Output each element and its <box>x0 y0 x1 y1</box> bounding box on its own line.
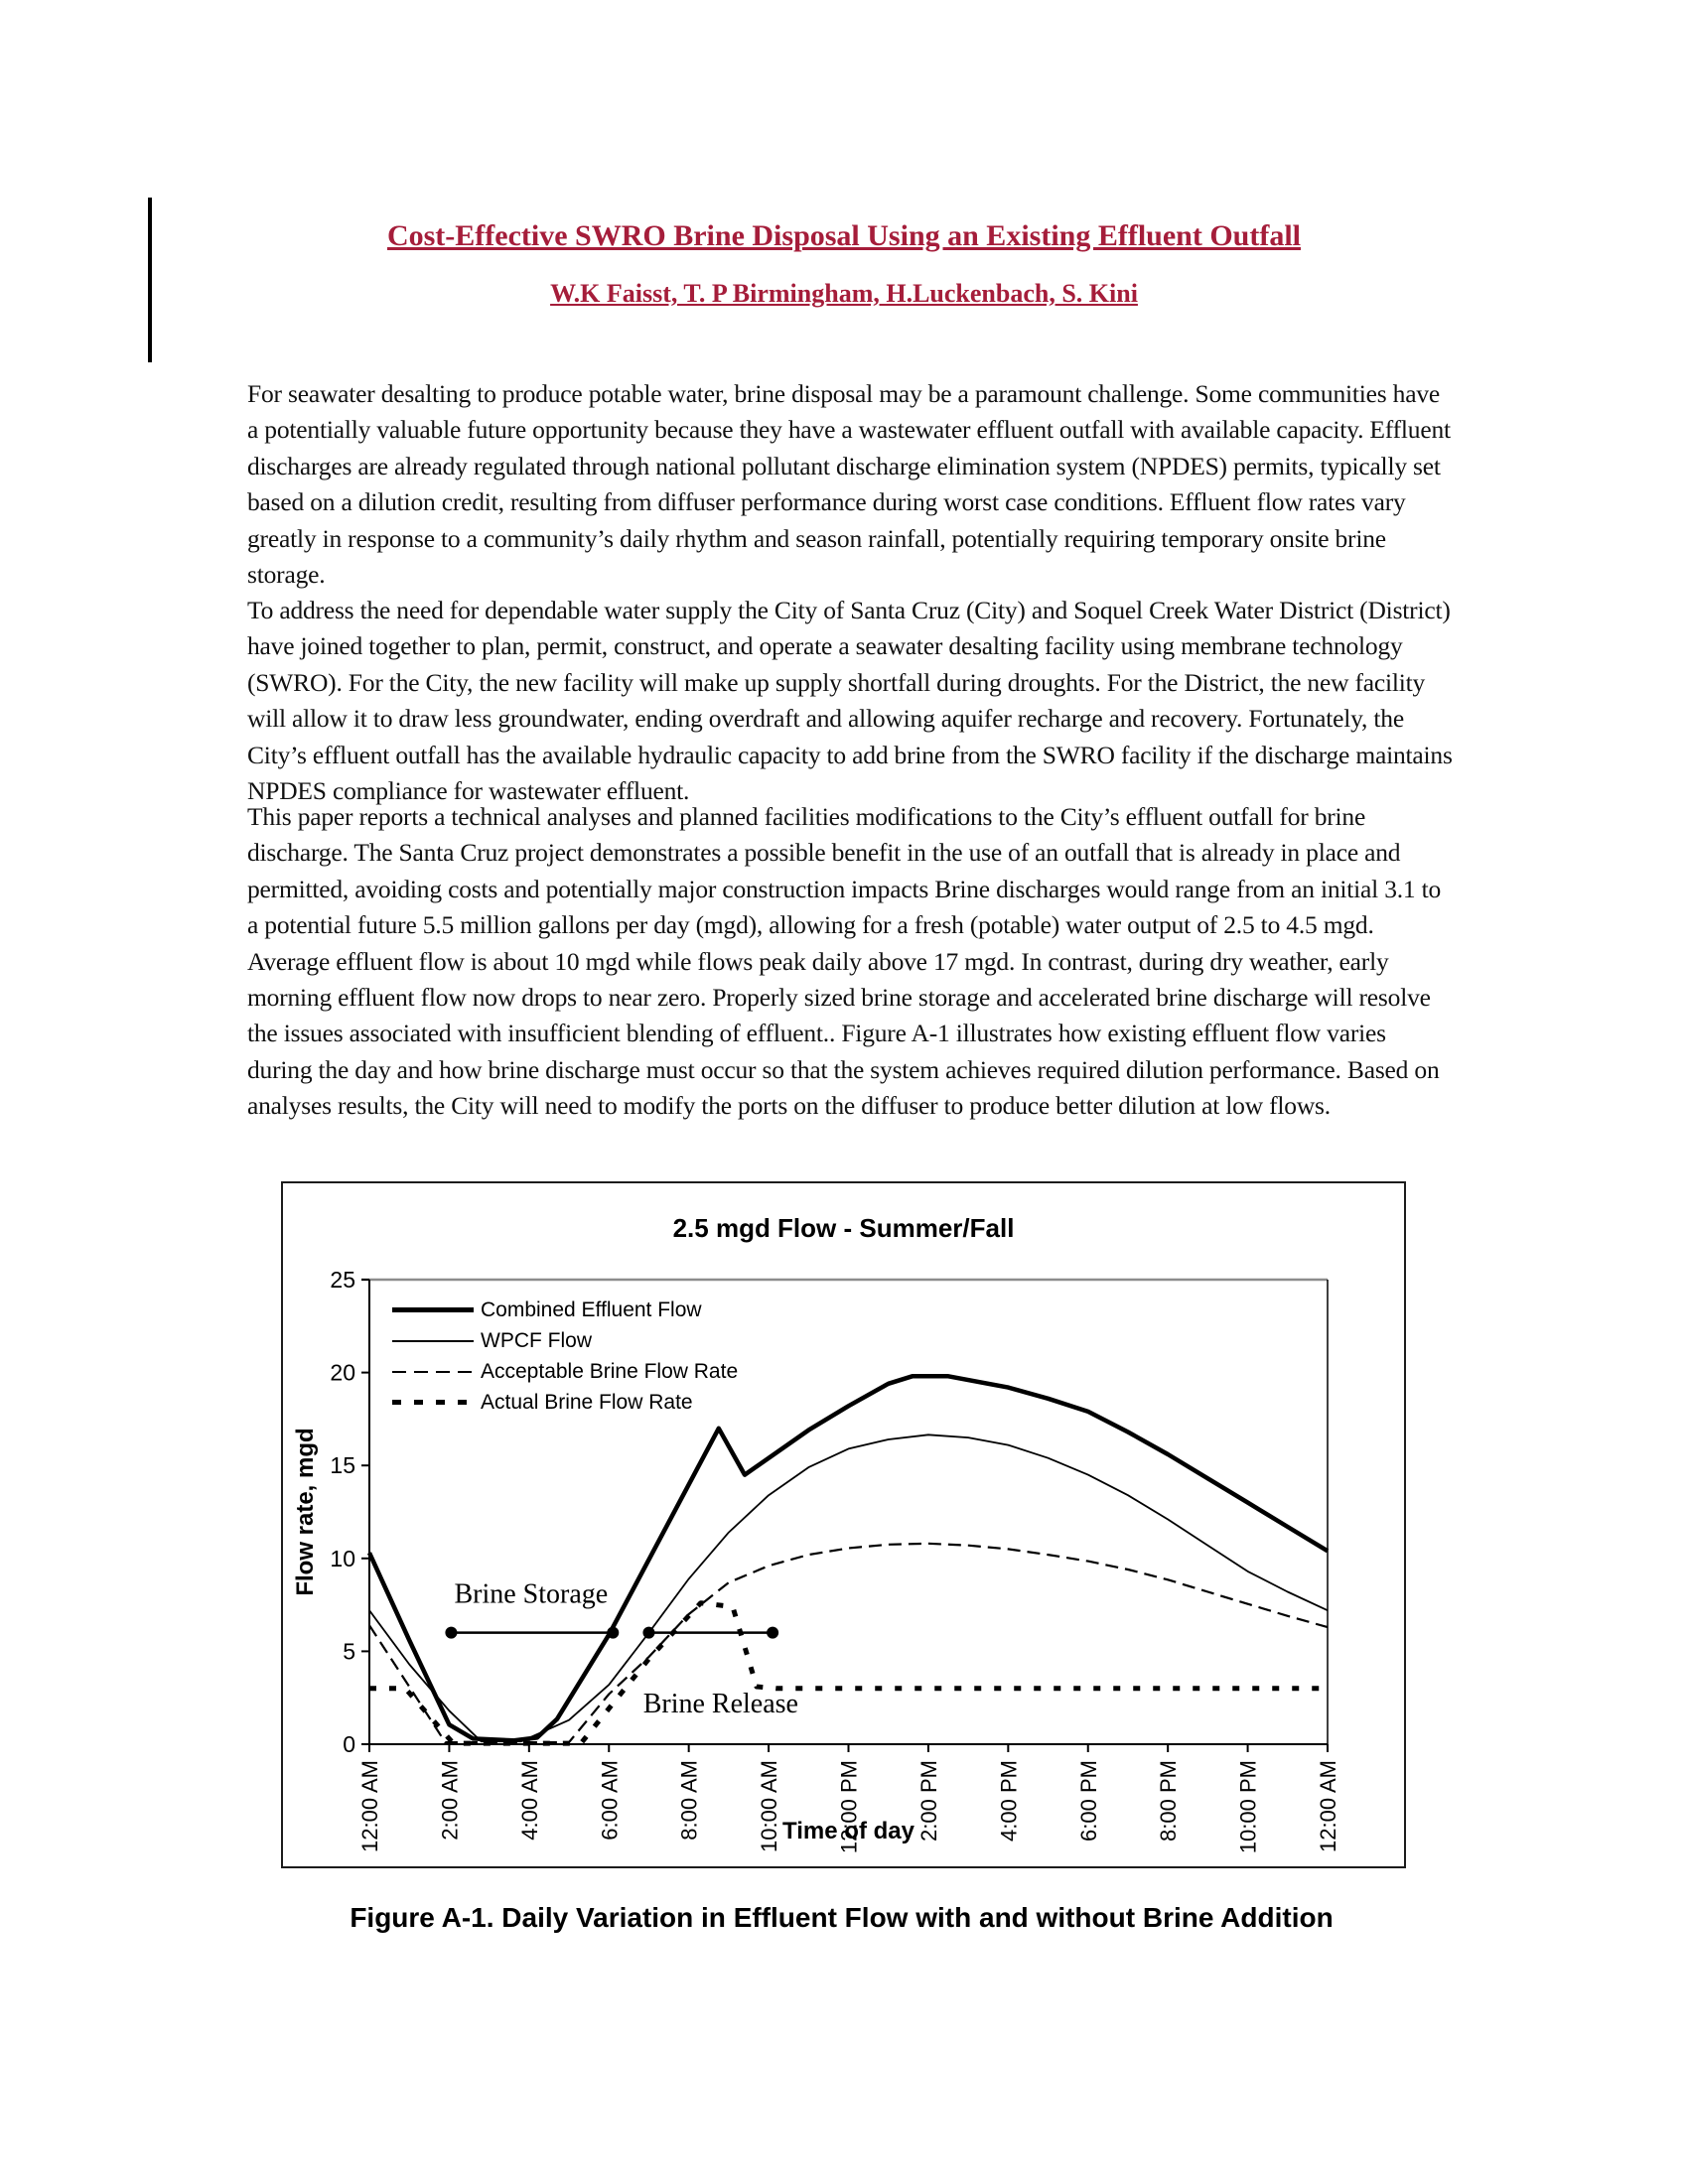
x-tick-label: 6:00 AM <box>597 1760 623 1841</box>
legend-label: WPCF Flow <box>481 1328 592 1352</box>
series-acceptable-brine-flow-rate <box>369 1544 1328 1742</box>
y-tick-label: 5 <box>343 1638 355 1665</box>
x-tick-label: 4:00 AM <box>516 1760 542 1841</box>
thick-line-sample-icon <box>392 1307 474 1312</box>
segment-end-marker-icon <box>767 1627 778 1639</box>
authors-line: W.K Faisst, T. P Birmingham, H.Luckenbach, S. Kini <box>550 279 1138 308</box>
legend-row-combined <box>392 1295 738 1325</box>
y-axis-title: Flow rate, mgd <box>292 1428 319 1596</box>
x-tick-label: 2:00 PM <box>915 1760 941 1842</box>
x-tick-label: 8:00 AM <box>676 1760 702 1841</box>
legend-row-acceptable <box>392 1356 738 1387</box>
x-tick-label: 2:00 AM <box>437 1760 463 1841</box>
x-tick-label: 10:00 PM <box>1235 1760 1261 1854</box>
x-tick-label: 12:00 AM <box>357 1760 382 1852</box>
y-tick-label: 25 <box>330 1267 355 1293</box>
x-tick-label: 12:00 AM <box>1316 1760 1340 1852</box>
paragraph-intro: For seawater desalting to produce potable water, brine disposal may be a paramount challenge. Some communities have a potentially valuable future opportunity because they have a wastewater effluent outfall with available capacity. Effluent discharges are already regulated through national pollutant discharge elimination system (NPDES) permits, typically set based on a dilution credit, resulting from diffuser performance during worst case conditions. Effluent flow rates vary greatly in response to a community’s daily rhythm and season rainfall, potentially requiring temporary onsite brine storage. <box>247 379 1451 590</box>
series-actual-brine-flow-rate <box>369 1603 1328 1743</box>
x-axis-title: Time of day <box>782 1818 914 1844</box>
y-tick-label: 15 <box>330 1452 355 1479</box>
legend-row-actual <box>392 1387 738 1418</box>
legend-label: Acceptable Brine Flow Rate <box>481 1359 739 1383</box>
figure-caption: Figure A-1. Daily Variation in Effluent Flow with and without Brine Addition <box>350 1902 1334 1933</box>
page-title: Cost-Effective SWRO Brine Disposal Using an Existing Effluent Outfall <box>386 219 1302 252</box>
paragraph-project: To address the need for dependable water supply the City of Santa Cruz (City) and Soquel Creek Water District (District) have joined together to plan, permit, construct, and operate a seawater desalting facility using membrane technology (SWRO). For the City, the new facility will make up supply shortfall during droughts. For the District, the new facility will allow it to draw less groundwater, ending overdraft and allowing aquifer recharge and recovery. Fortunately, the City’s effluent outfall has the available hydraulic capacity to add brine from the SWRO facility if the discharge maintains NPDES compliance for wastewater effluent. <box>247 596 1453 806</box>
legend-label: Actual Brine Flow Rate <box>481 1390 693 1414</box>
thin-line-sample-icon <box>392 1340 474 1342</box>
legend-row-wpcf <box>392 1325 738 1356</box>
y-tick-label: 20 <box>330 1359 355 1386</box>
x-tick-label: 6:00 PM <box>1075 1760 1101 1842</box>
x-tick-label: 8:00 PM <box>1156 1760 1182 1842</box>
series-combined-effluent-flow <box>369 1376 1328 1740</box>
segment-end-marker-icon <box>607 1627 619 1639</box>
dotted-line-sample-icon <box>392 1400 474 1405</box>
figure-a1 <box>281 1181 1406 1868</box>
x-tick-label: 12:00 PM <box>836 1760 862 1854</box>
revision-change-bar <box>148 198 152 362</box>
plot-area <box>283 1183 1404 1866</box>
y-tick-label: 10 <box>330 1545 355 1571</box>
paragraph-analysis: This paper reports a technical analyses and planned facilities modifications to the City’s effluent outfall for brine discharge. The Santa Cruz project demonstrates a possible benefit in the use of an outfall that is already in place and permitted, avoiding costs and potentially major construction impacts Brine discharges would range from an initial 3.1 to a potential future 5.5 million gallons per day (mgd), allowing for a fresh (potable) water output of 2.5 to 4.5 mgd. Average effluent flow is about 10 mgd while flows peak daily above 17 mgd. In contrast, during dry weather, early morning effluent flow now drops to near zero. Properly sized brine storage and accelerated brine discharge will resolve the issues associated with insufficient blending of effluent.. Figure A-1 illustrates how existing effluent flow varies during the day and how brine discharge must occur so that the system achieves required dilution performance. Based on analyses results, the City will need to modify the ports on the diffuser to produce better dilution at low flows. <box>247 802 1442 1121</box>
segment-end-marker-icon <box>445 1627 457 1639</box>
chart-legend <box>392 1295 738 1418</box>
dashed-line-sample-icon <box>392 1371 474 1373</box>
legend-label: Combined Effluent Flow <box>481 1297 702 1321</box>
annotation-brine-release: Brine Release <box>642 1688 798 1719</box>
x-tick-label: 4:00 PM <box>996 1760 1022 1842</box>
y-tick-label: 0 <box>343 1731 355 1757</box>
segment-end-marker-icon <box>642 1627 654 1639</box>
chart-title: 2.5 mgd Flow - Summer/Fall <box>672 1213 1015 1243</box>
x-tick-label: 10:00 AM <box>757 1760 782 1852</box>
annotation-brine-storage: Brine Storage <box>454 1578 609 1610</box>
